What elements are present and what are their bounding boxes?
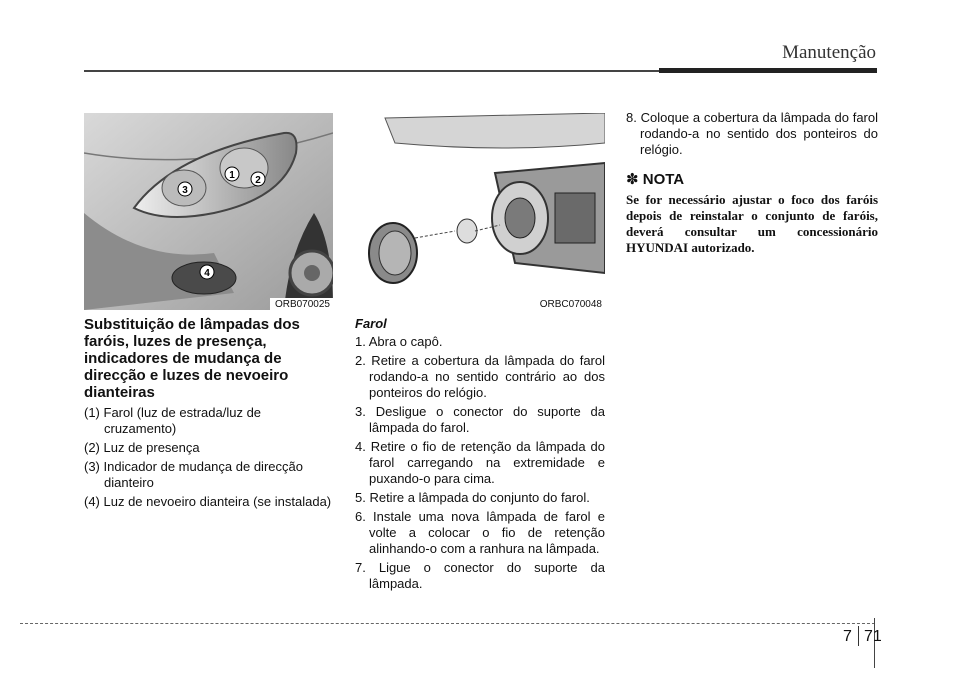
- chapter-number: 7: [843, 628, 852, 645]
- farol-steps: [355, 316, 605, 595]
- list-item: (4) Luz de nevoeiro dianteira (se instalada): [84, 494, 332, 509]
- note-text: Se for necessário ajustar o foco dos faróis depois de reinstalar o conjunto de faróis, deverá consultar um concessionário HYUNDAI autorizado.: [626, 192, 878, 255]
- headlight-photo: [84, 113, 333, 310]
- headlamp-assembly-illustration: [355, 113, 605, 310]
- farol-title: Farol: [355, 316, 387, 331]
- footer-rule: [20, 623, 875, 624]
- callout-1: 1: [229, 170, 235, 181]
- note-heading: [626, 172, 878, 188]
- step-item: 1. Abra o capô.: [355, 334, 443, 349]
- callout-3: 3: [182, 185, 188, 196]
- header-rule-accent: [659, 68, 877, 73]
- page-number-separator: [858, 626, 859, 646]
- header-rule: [84, 70, 659, 72]
- step-item: 6. Instale uma nova lâmpada de farol e volte a colocar o fio de retenção alinhando-o com a ranhura na lâmpada.: [355, 509, 605, 556]
- callout-4: 4: [204, 268, 210, 279]
- farol-steps-continued: [626, 110, 878, 256]
- note-symbol-icon: ✽: [626, 171, 639, 188]
- figure-code: ORBC070048: [535, 298, 605, 310]
- step-item: 7. Ligue o conector do suporte da lâmpada.: [355, 560, 605, 591]
- list-item: (2) Luz de presença: [84, 440, 200, 455]
- page-header-title: Manutenção: [782, 42, 876, 63]
- step-item: 5. Retire a lâmpada do conjunto do farol.: [355, 490, 590, 505]
- list-item: (3) Indicador de mudança de direcção dianteiro: [84, 459, 303, 490]
- step-item: 4. Retire o fio de retenção da lâmpada do farol carregando na extremidade e puxando-o para cima.: [355, 439, 605, 486]
- page-number: 71: [864, 628, 882, 645]
- headlight-illustration: [84, 113, 333, 310]
- step-item: 2. Retire a cobertura da lâmpada do farol rodando-a no sentido contrário ao dos ponteiros do relógio.: [355, 353, 605, 400]
- step-item: 3. Desligue o conector do suporte da lâmpada do farol.: [355, 404, 605, 435]
- figure-code: ORB070025: [270, 298, 333, 310]
- headlamp-assembly-photo: [355, 113, 605, 310]
- section-title: Substituição de lâmpadas dos faróis, luzes de presença, indicadores de mudança de direcção e luzes de nevoeiro dianteiras: [84, 316, 300, 401]
- list-item: (1) Farol (luz de estrada/luz de cruzamento): [84, 405, 262, 436]
- bulb-replacement-section: [84, 316, 334, 513]
- callout-2: 2: [255, 175, 261, 186]
- note-title: NOTA: [642, 171, 685, 188]
- step-item: 8. Coloque a cobertura da lâmpada do farol rodando-a no sentido dos ponteiros do relógio.: [626, 110, 878, 157]
